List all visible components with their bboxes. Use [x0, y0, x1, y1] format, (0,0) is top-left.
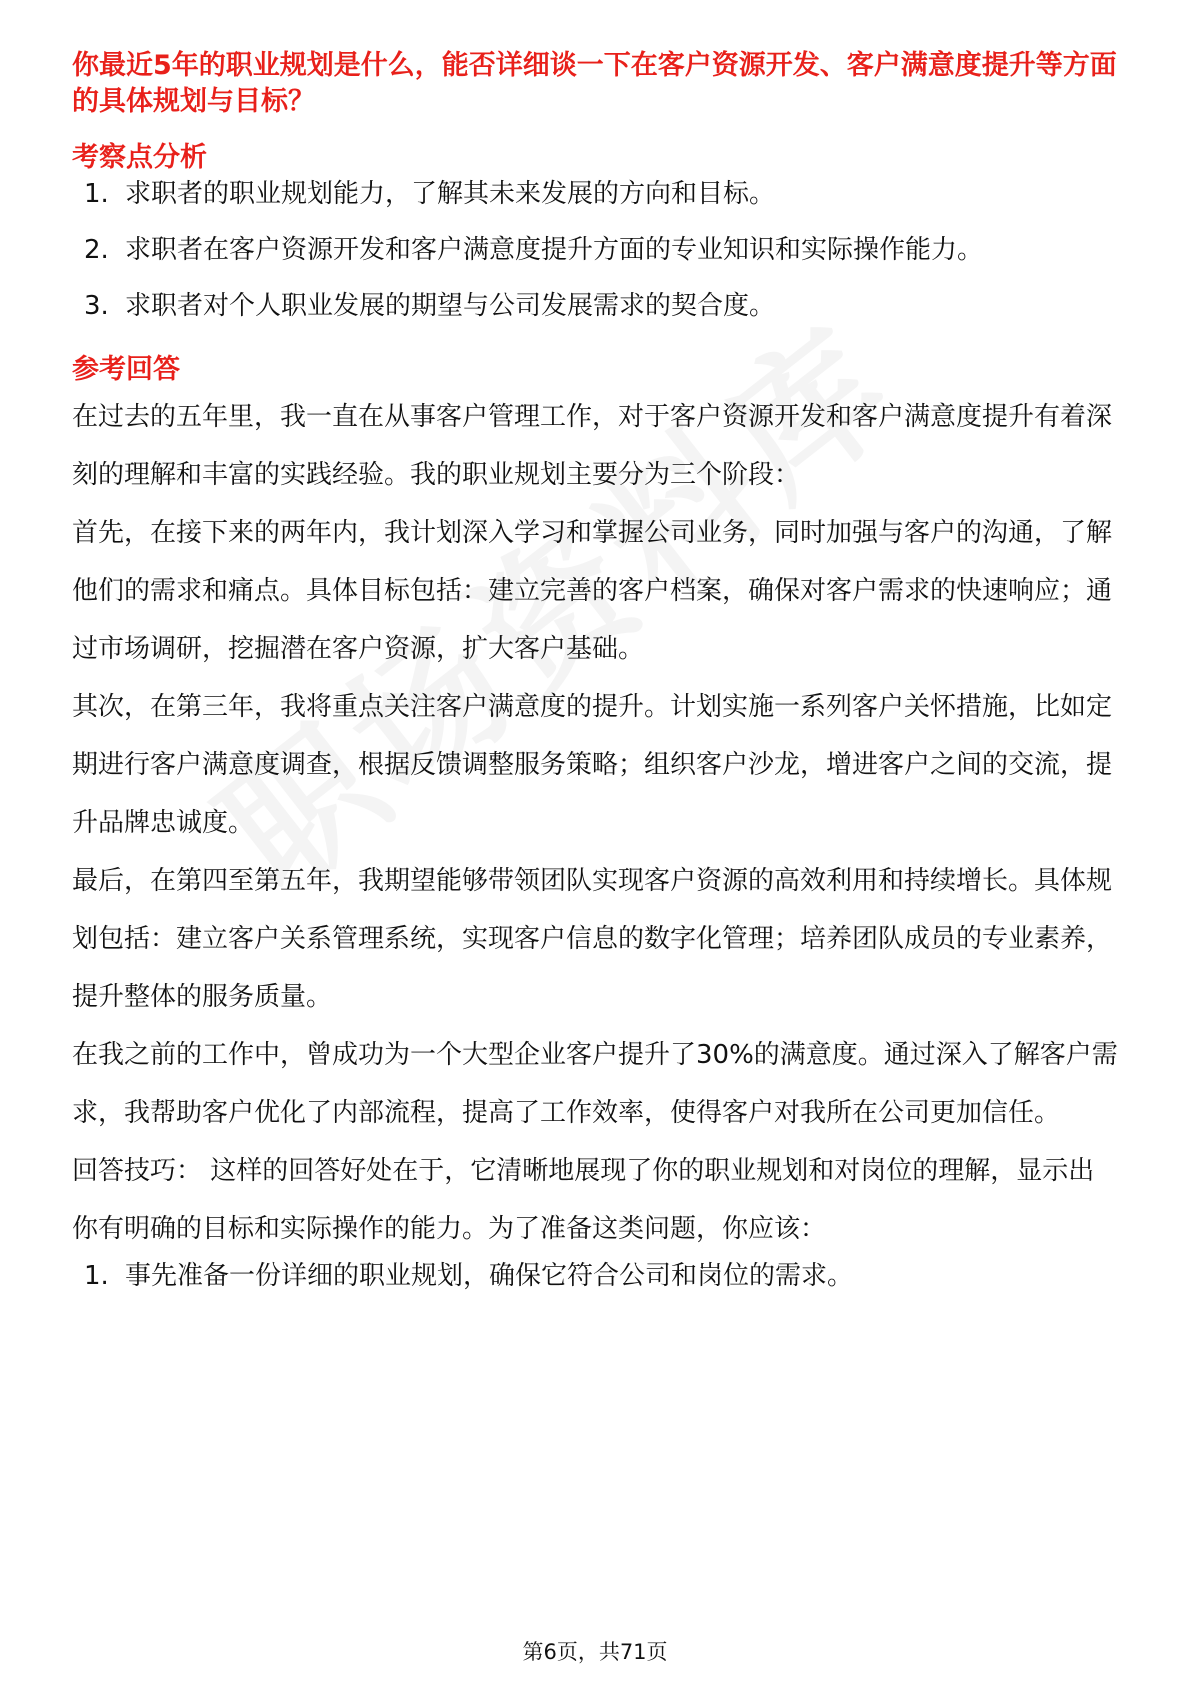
answer-paragraph: 在过去的五年里，我一直在从事客户管理工作，对于客户资源开发和客户满意度提升有着深刻的理解和丰富的实践经验。我的职业规划主要分为三个阶段：	[72, 402, 1113, 490]
document-page	[72, 48, 1120, 1294]
list-item	[72, 232, 1120, 268]
list-item-text: 求职者对个人职业发展的期望与公司发展需求的契合度。	[125, 291, 776, 321]
analysis-heading: 考察点分析	[72, 142, 207, 173]
list-number: 1.	[84, 1261, 109, 1291]
tips-list	[72, 1258, 1120, 1294]
answer-tips-paragraph: 回答技巧： 这样的回答好处在于，它清晰地展现了你的职业规划和对岗位的理解，显示出你有明确的目标和实际操作的能力。为了准备这类问题，你应该：	[72, 1156, 1095, 1244]
analysis-list	[72, 176, 1120, 324]
list-item	[72, 288, 1120, 324]
answer-paragraph: 在我之前的工作中，曾成功为一个大型企业客户提升了30%的满意度。通过深入了解客户需求，我帮助客户优化了内部流程，提高了工作效率，使得客户对我所在公司更加信任。	[72, 1040, 1118, 1128]
list-number: 1.	[84, 179, 109, 209]
question-title: 你最近5年的职业规划是什么，能否详细谈一下在客户资源开发、客户满意度提升等方面的具体规划与目标？	[72, 50, 1117, 117]
list-item-text: 求职者的职业规划能力，了解其未来发展的方向和目标。	[125, 179, 776, 209]
list-number: 2.	[84, 235, 109, 265]
list-item	[72, 1258, 1120, 1294]
list-number: 3.	[84, 291, 109, 321]
list-item-text: 求职者在客户资源开发和客户满意度提升方面的专业知识和实际操作能力。	[125, 235, 984, 265]
page-number-footer: 第6页，共71页	[522, 1640, 668, 1664]
answer-paragraph: 最后，在第四至第五年，我期望能够带领团队实现客户资源的高效利用和持续增长。具体规划包括：建立客户关系管理系统，实现客户信息的数字化管理；培养团队成员的专业素养，提升整体的服务质量。	[72, 866, 1113, 1012]
answer-paragraph: 首先，在接下来的两年内，我计划深入学习和掌握公司业务，同时加强与客户的沟通，了解他们的需求和痛点。具体目标包括：建立完善的客户档案，确保对客户需求的快速响应；通过市场调研，挖掘潜在客户资源，扩大客户基础。	[72, 518, 1113, 664]
answer-heading: 参考回答	[72, 354, 180, 385]
list-item	[72, 176, 1120, 212]
list-item-text: 事先准备一份详细的职业规划，确保它符合公司和岗位的需求。	[125, 1261, 854, 1291]
answer-paragraph: 其次，在第三年，我将重点关注客户满意度的提升。计划实施一系列客户关怀措施，比如定期进行客户满意度调查，根据反馈调整服务策略；组织客户沙龙，增进客户之间的交流，提升品牌忠诚度。	[72, 692, 1113, 838]
